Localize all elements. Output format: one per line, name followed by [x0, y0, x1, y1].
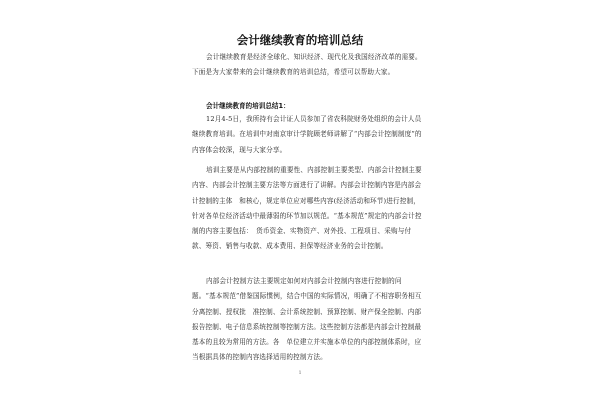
intro-paragraph: 会计继续教育是经济全球化、知识经济、现代化及我国经济改革的需要。下面是为大家带来的会计继续教育的培训总结，希望可以帮助大家。 [192, 53, 422, 77]
paragraph-1: 12月4-5日，我所持有会计证人员参加了省农科院财务处组织的会计人员继续教育培训。在培训中对南京审计学院顾老师讲解了“内部会计控制制度”的内容体会较深，现与大家分享。 [192, 115, 422, 154]
page-title: 会计继续教育的培训总结 [236, 33, 364, 47]
section-heading: 会计继续教育的培训总结1： [206, 102, 290, 110]
paragraph-3: 内部会计控制方法主要规定如何对内部会计控制内容进行控制的问题。“基本规范”借鉴国际惯例，结合中国的实际情况，明确了不相容职务相互分离控制、授权批 准控制、会计系统控制、预算控制、财产保全控制、内部报告控制、电子信息系统控制等控制方法。这些控制方法都是内部会计控制最基本的且较为常用的方法。各 单位建立并实施本单位的内部控制体系时，应当根据具体的控制内容选择适用的控制方法。 [192, 277, 422, 362]
page-number: 1 [298, 371, 302, 376]
paragraph-2: 培训主要是从内部控制的重要性、内部控制主要类型、内部会计控制主要内容、内部会计控制主要方法等方面进行了讲解。内部会计控制内容是内部会计控制的主体 和核心，规定单位应对哪些内容(经济活动和环节)进行控制，针对各单位经济活动中最薄弱的环节加以规范。“基本规范”规定的内部会计控制的内容主要包括： 货币资金、实物资产、对外投、工程项目、采购与付款、筹资、销售与收款、成本费用、担保等经济业务的会计控制。 [192, 166, 422, 251]
